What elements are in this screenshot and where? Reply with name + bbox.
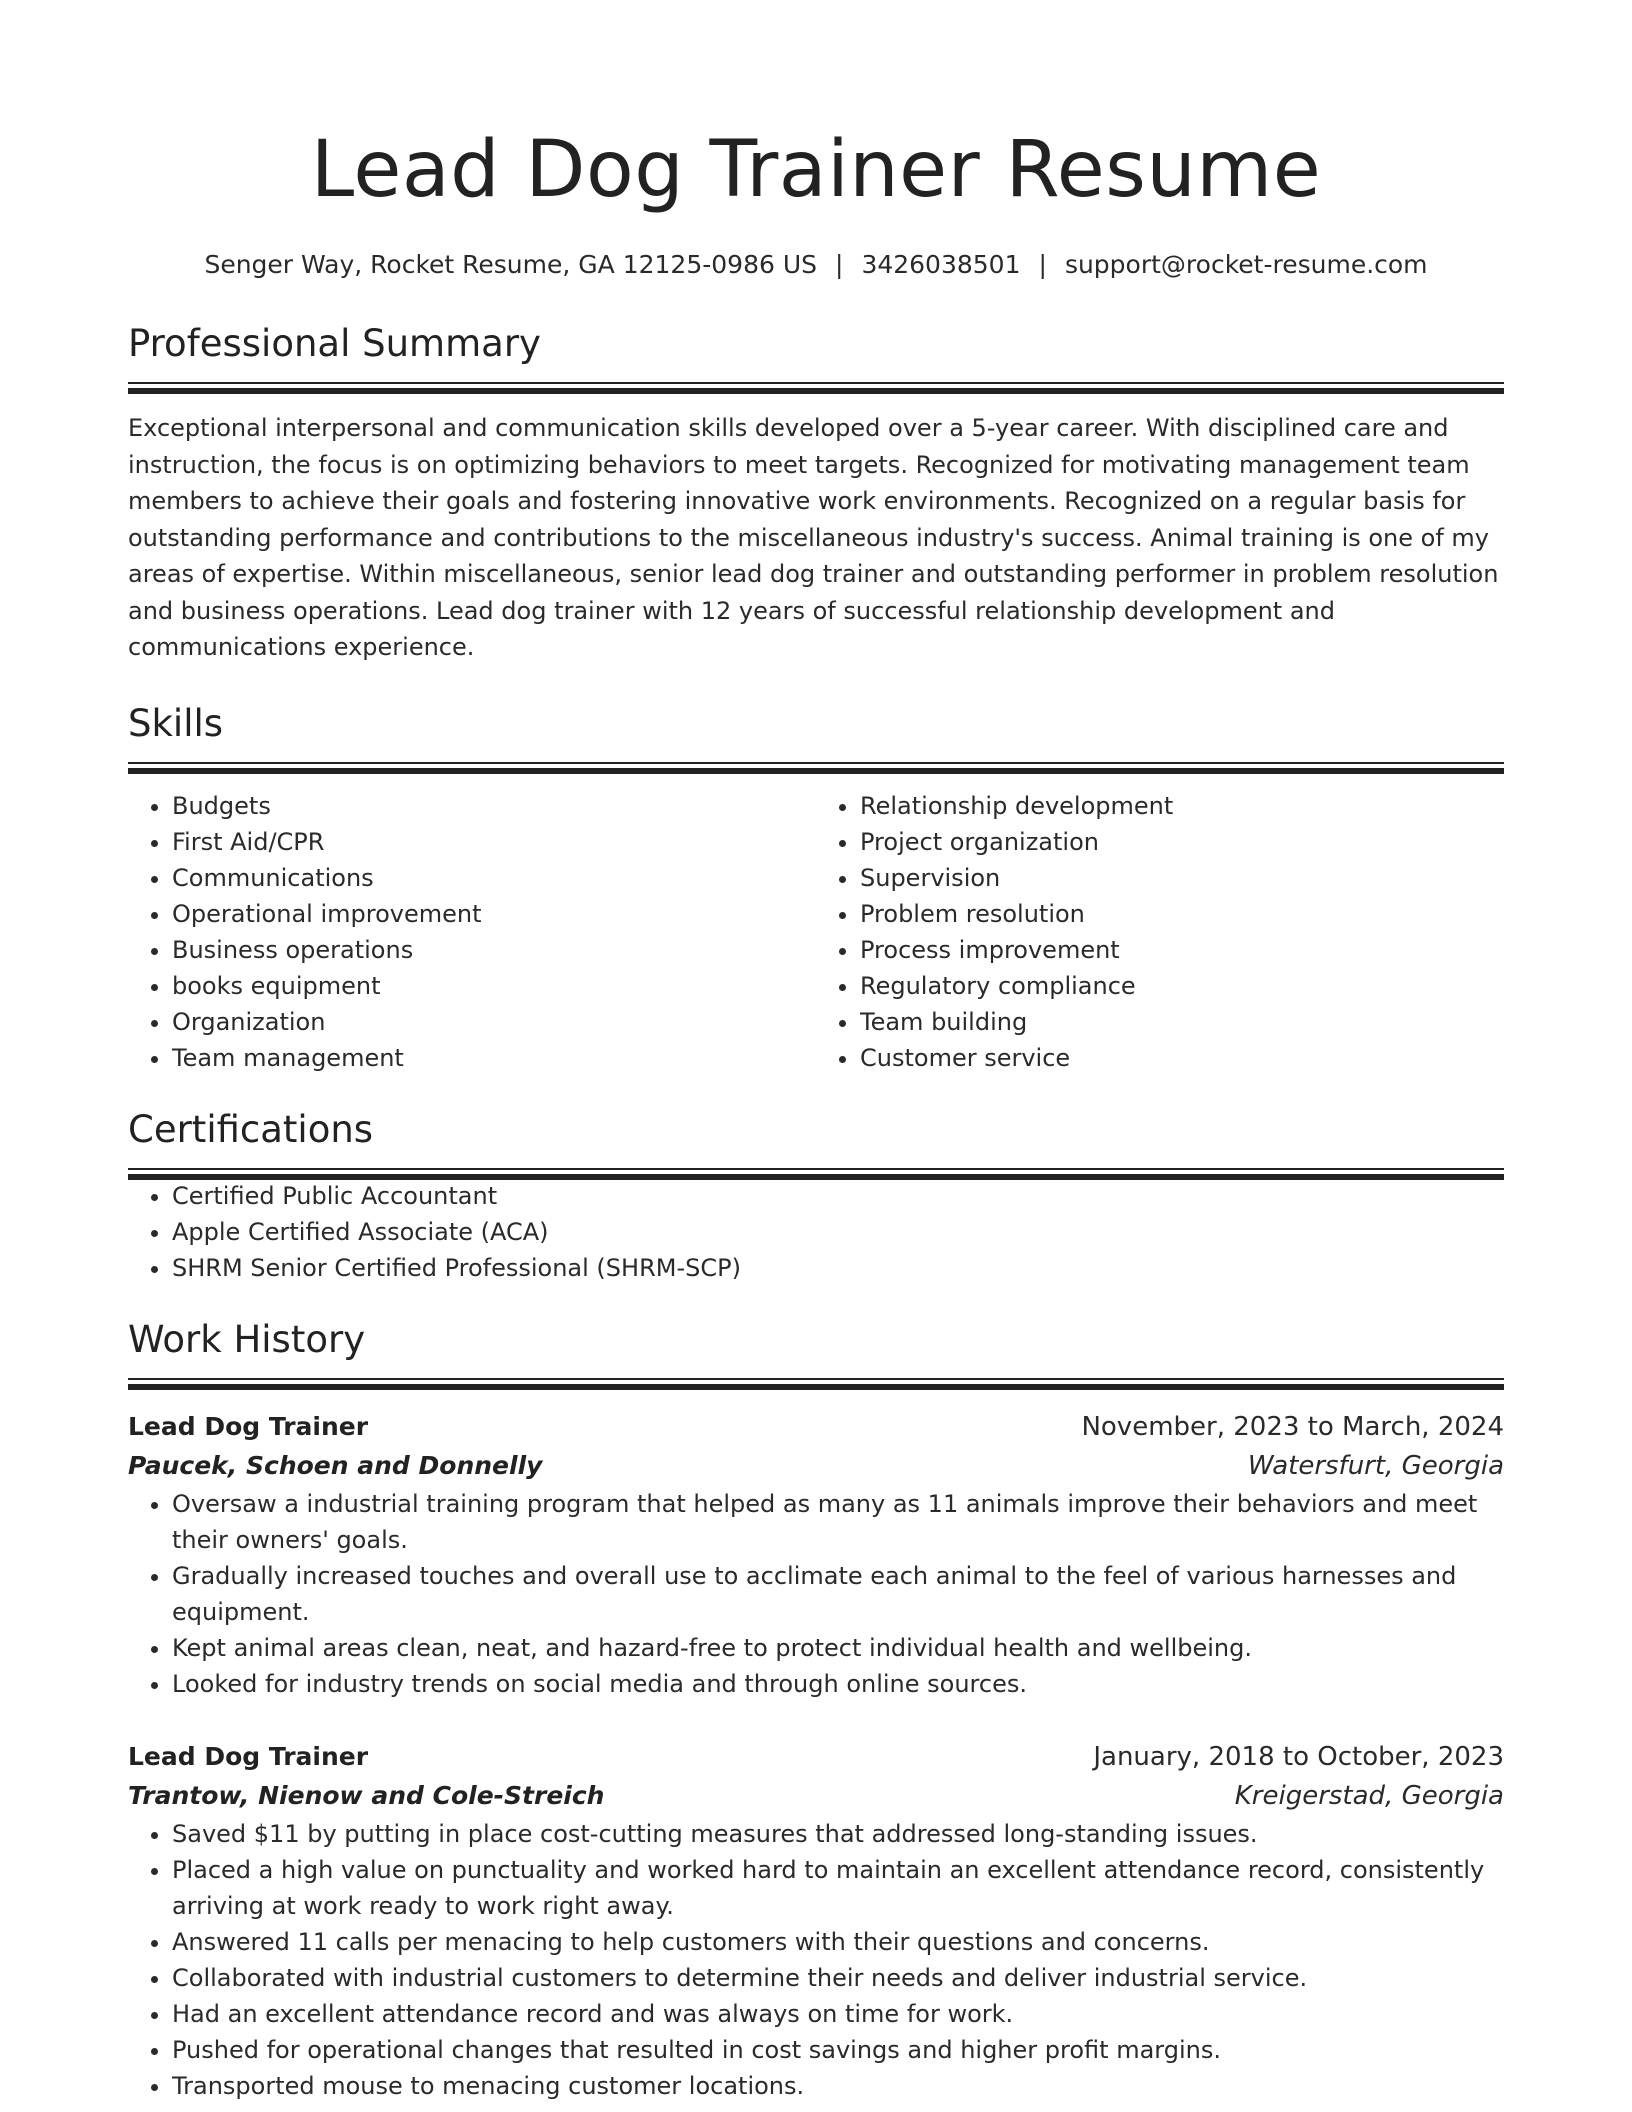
job-header-row <box>128 1738 1504 1776</box>
certification-item: • SHRM Senior Certified Professional (SHRM-SCP) <box>172 1250 1504 1286</box>
job-bullet: • Looked for industry trends on social media and through online sources. <box>172 1666 1504 1702</box>
job-entry <box>128 1408 1504 1702</box>
job-dates: November, 2023 to March, 2024 <box>1081 1411 1504 1442</box>
skill-item: • Supervision <box>860 860 1504 896</box>
skills-column-right <box>816 788 1504 1076</box>
skill-item: • Operational improvement <box>172 896 816 932</box>
summary-text: Exceptional interpersonal and communication skills developed over a 5-year career. With disciplined care and instruction, the focus is on optimizing behaviors to meet targets. Recognized for motivating management team members to achieve their goals and fostering innovative work environments. Recognized on a regular basis for outstanding performance and contributions to the miscellaneous industry's success. Animal training is one of my areas of expertise. Within miscellaneous, senior lead dog trainer and outstanding performer in problem resolution and business operations. Lead dog trainer with 12 years of successful relationship development and communications experience. <box>128 414 1499 661</box>
skill-item: • Organization <box>172 1004 816 1040</box>
skill-item: • First Aid/CPR <box>172 824 816 860</box>
skill-item: • Business operations <box>172 932 816 968</box>
job-bullet: • Placed a high value on punctuality and worked hard to maintain an excellent attendance record, consistently arriving at work ready to work right away. <box>172 1852 1504 1924</box>
job-bullet: • Answered 11 calls per menacing to help customers with their questions and concerns. <box>172 1924 1504 1960</box>
certification-item: • Apple Certified Associate (ACA) <box>172 1214 1504 1250</box>
job-bullet: • Pushed for operational changes that resulted in cost savings and higher profit margins. <box>172 2032 1504 2068</box>
skill-item: • Communications <box>172 860 816 896</box>
skill-item: • Customer service <box>860 1040 1504 1076</box>
job-dates: January, 2018 to October, 2023 <box>1093 1741 1504 1772</box>
work-history-section <box>128 1316 1504 2104</box>
job-bullets <box>128 1816 1504 2104</box>
job-company-row <box>128 1776 1504 1816</box>
job-location: Kreigerstad, Georgia <box>1234 1780 1504 1811</box>
section-divider <box>128 382 1504 392</box>
job-bullet: • Gradually increased touches and overall use to acclimate each animal to the feel of various harnesses and equipment. <box>172 1558 1504 1630</box>
summary-section <box>128 320 1504 666</box>
job-bullet: • Saved $11 by putting in place cost-cutting measures that addressed long-standing issues. <box>172 1816 1504 1852</box>
job-header-row <box>128 1408 1504 1446</box>
certifications-section <box>128 1106 1504 1286</box>
job-company: Paucek, Schoen and Donnelly <box>128 1450 543 1480</box>
skill-item: • Regulatory compliance <box>860 968 1504 1004</box>
certifications-list <box>128 1178 1504 1286</box>
skill-item: • Team building <box>860 1004 1504 1040</box>
job-bullet: • Oversaw a industrial training program that helped as many as 11 animals improve their behaviors and meet their owners' goals. <box>172 1486 1504 1558</box>
job-bullet: • Transported mouse to menacing customer locations. <box>172 2068 1504 2104</box>
resume-title: Lead Dog Trainer Resume <box>310 125 1322 215</box>
contact-line <box>128 248 1504 282</box>
contact-separator: | <box>835 250 844 279</box>
certifications-heading: Certifications <box>128 1107 374 1151</box>
job-company: Trantow, Nienow and Cole-Streich <box>128 1780 605 1810</box>
section-divider <box>128 762 1504 772</box>
skill-item: • Team management <box>172 1040 816 1076</box>
job-bullet: • Kept animal areas clean, neat, and hazard-free to protect individual health and wellbeing. <box>172 1630 1504 1666</box>
contact-separator: | <box>1038 250 1047 279</box>
certification-item: • Certified Public Accountant <box>172 1178 1504 1214</box>
section-divider <box>128 1378 1504 1388</box>
job-title: Lead Dog Trainer <box>128 1741 369 1771</box>
job-location: Watersfurt, Georgia <box>1247 1450 1504 1481</box>
section-divider <box>128 1168 1504 1178</box>
skills-column-left <box>128 788 816 1076</box>
contact-email: support@rocket-resume.com <box>1064 250 1428 279</box>
skill-item: • Relationship development <box>860 788 1504 824</box>
skills-section <box>128 700 1504 1076</box>
job-bullet: • Had an excellent attendance record and was always on time for work. <box>172 1996 1504 2032</box>
contact-phone: 3426038501 <box>861 250 1021 279</box>
summary-heading: Professional Summary <box>128 322 541 365</box>
skills-grid <box>128 788 1504 1076</box>
skill-item: • Process improvement <box>860 932 1504 968</box>
job-title: Lead Dog Trainer <box>128 1411 369 1441</box>
skills-heading: Skills <box>128 701 224 745</box>
job-bullet: • Collaborated with industrial customers to determine their needs and deliver industrial service. <box>172 1960 1504 1996</box>
contact-address: Senger Way, Rocket Resume, GA 12125-0986 US <box>204 250 817 279</box>
skill-item: • Problem resolution <box>860 896 1504 932</box>
job-company-row <box>128 1446 1504 1486</box>
job-entry <box>128 1738 1504 2104</box>
job-bullets <box>128 1486 1504 1702</box>
skill-item: • Project organization <box>860 824 1504 860</box>
skill-item: • books equipment <box>172 968 816 1004</box>
skill-item: • Budgets <box>172 788 816 824</box>
work-history-heading: Work History <box>128 1317 366 1361</box>
